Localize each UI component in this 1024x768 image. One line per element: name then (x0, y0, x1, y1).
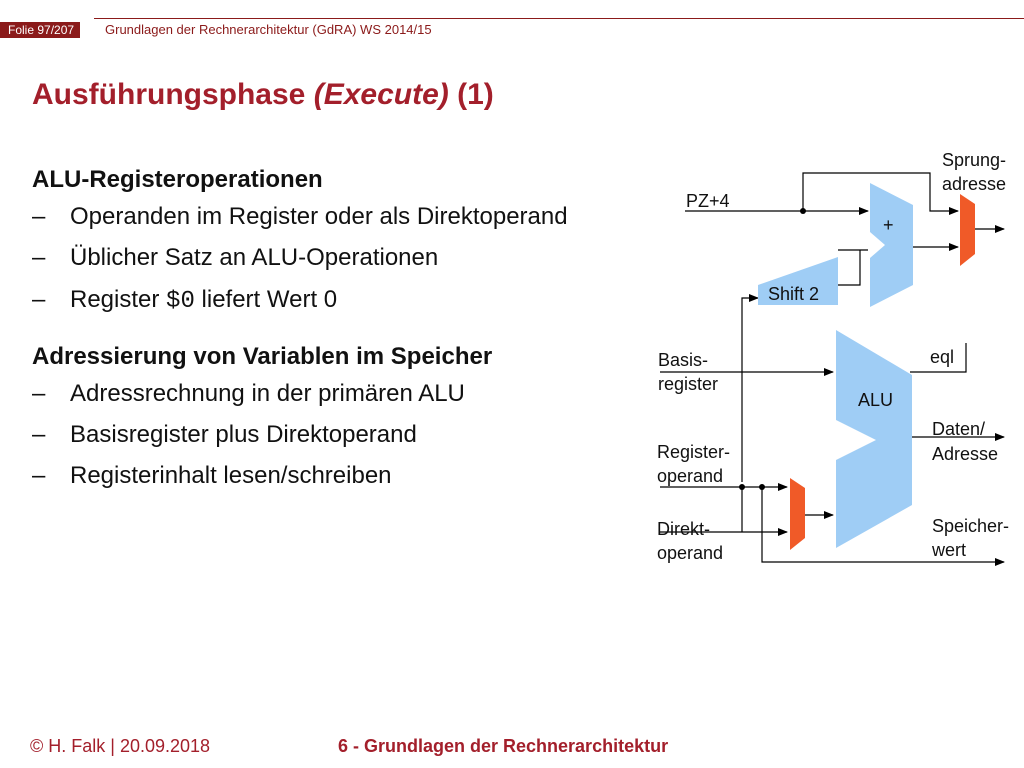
list-item-text: Adressrechnung in der primären ALU (70, 380, 465, 407)
basis-label-1: Basis- (658, 350, 709, 370)
regop-label-2: operand (657, 466, 724, 486)
footer-author: © H. Falk | 20.09.2018 (30, 736, 211, 756)
sprung-label-2: adresse (942, 174, 1007, 194)
operand-mux-shape (790, 478, 805, 550)
register-code: $0 (166, 288, 195, 315)
junction-dot (739, 484, 745, 490)
shift-label: Shift 2 (768, 284, 820, 304)
junction-dot (800, 208, 806, 214)
bullet-dash: – (32, 421, 46, 448)
daten-label-1: Daten/ (932, 419, 986, 439)
title-italic: (Execute) (313, 78, 449, 111)
alu-label: ALU (858, 390, 894, 410)
sprung-label-1: Sprung- (942, 150, 1007, 170)
list-item-text-post: liefert Wert 0 (194, 286, 338, 313)
adder-shape (870, 183, 913, 307)
slide-counter: Folie 97/207 (0, 22, 80, 38)
bullet-dash: – (32, 462, 46, 489)
section-heading-alu: ALU-Registeroperationen (32, 166, 323, 193)
pz4-label: PZ+4 (686, 191, 730, 211)
bullet-dash: – (32, 203, 46, 230)
bullet-dash: – (32, 244, 46, 271)
title-main: Ausführungsphase (32, 78, 306, 111)
list-item-text: Operanden im Register oder als Direktoperand (70, 203, 568, 230)
section-heading-addressing: Adressierung von Variablen im Speicher (32, 343, 493, 370)
list-item-text-pre: Register (70, 286, 167, 313)
bullet-dash: – (32, 380, 46, 407)
shift-to-adder-wire (838, 250, 860, 285)
speicher-label-1: Speicher- (932, 516, 1010, 536)
list-item-text: Registerinhalt lesen/schreiben (70, 462, 392, 489)
bullet-dash: – (32, 286, 46, 313)
direkt-to-shift-wire (742, 298, 758, 482)
speicher-label-2: wert (932, 540, 967, 560)
alu-shape (836, 330, 912, 548)
list-item-text: Üblicher Satz an ALU-Operationen (70, 244, 439, 271)
list-item-text: Basisregister plus Direktoperand (70, 421, 417, 448)
direkt-label-1: Direkt- (657, 519, 710, 539)
eql-label: eql (930, 347, 955, 367)
footer-chapter: 6 - Grundlagen der Rechnerarchitektur (338, 736, 669, 756)
junction-dot (759, 484, 765, 490)
daten-label-2: Adresse (932, 444, 999, 464)
adder-plus-label: + (883, 215, 894, 235)
course-title: Grundlagen der Rechnerarchitektur (GdRA) WS 2014/15 (105, 22, 432, 37)
direkt-label-2: operand (657, 543, 724, 563)
regop-label-1: Register- (657, 442, 731, 462)
sprung-mux-shape (960, 194, 975, 266)
title-suffix: (1) (457, 78, 494, 111)
basis-label-2: register (658, 374, 719, 394)
